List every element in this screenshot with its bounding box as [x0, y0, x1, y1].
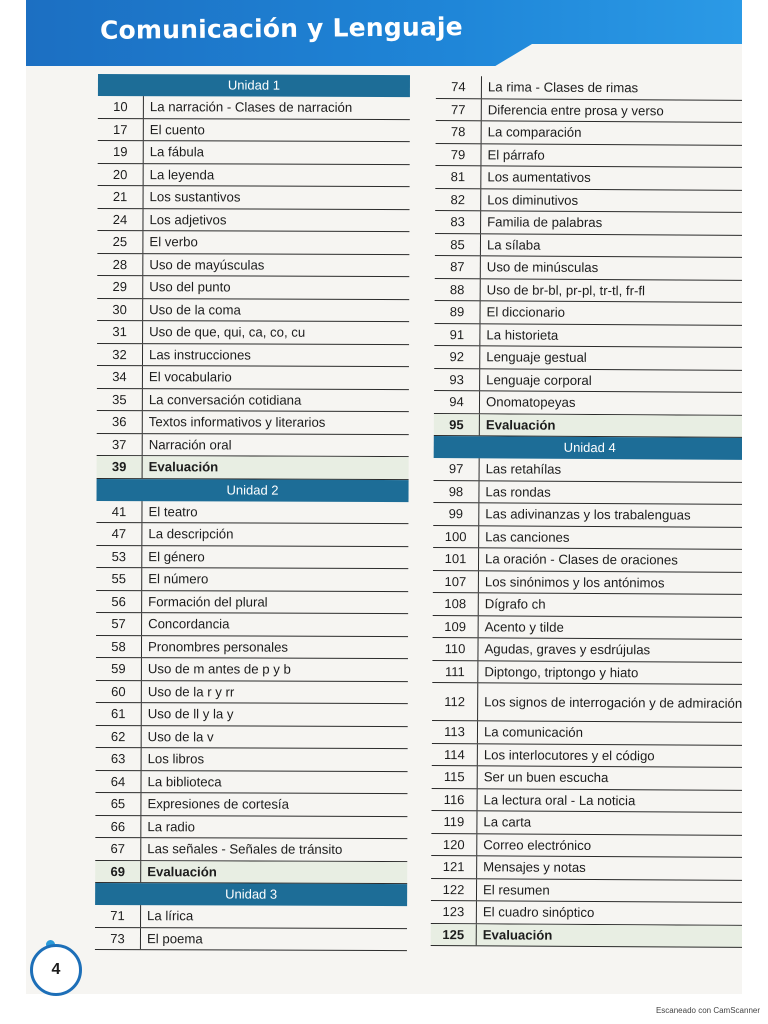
- topic-title: Los aumentativos: [487, 169, 591, 186]
- contents-row: [433, 480, 742, 504]
- page-ref-number: 94: [434, 391, 480, 413]
- topic-title: Las rondas: [485, 484, 551, 500]
- page-ref-number: 125: [431, 923, 477, 945]
- page-ref-number: 116: [432, 788, 478, 810]
- page-ref-number: 88: [435, 278, 481, 300]
- contents-row: [96, 725, 408, 749]
- topic-title: Los adjetivos: [149, 211, 227, 228]
- page-ref-number: 24: [97, 208, 143, 230]
- contents-row: [98, 118, 410, 142]
- topic-title: Correo electrónico: [483, 837, 592, 853]
- topic-title: La historieta: [486, 327, 559, 343]
- topic-title: La oración - Clases de oraciones: [485, 551, 678, 568]
- page-ref-number: 120: [431, 833, 477, 855]
- contents-row: [432, 721, 742, 745]
- contents-row: [434, 323, 742, 347]
- page-ref-number: 114: [432, 743, 478, 765]
- contents-row: [97, 321, 409, 345]
- page-ref-number: 36: [97, 411, 143, 433]
- contents-row: [97, 343, 409, 367]
- page-ref-number: 69: [95, 860, 141, 882]
- page-ref-number: 10: [98, 96, 144, 118]
- topic-title: Dígrafo ch: [484, 596, 546, 612]
- topic-title: El párrafo: [487, 147, 545, 163]
- contents-row: [96, 680, 408, 704]
- contents-row: [434, 458, 742, 482]
- contents-row: [96, 748, 408, 772]
- page-ref-number: 112: [432, 683, 478, 720]
- contents-row: [432, 660, 742, 684]
- page-ref-number: 39: [97, 456, 143, 478]
- page-ref-number: 31: [97, 321, 143, 343]
- page-ref-number: 83: [435, 211, 481, 233]
- contents-row: [435, 143, 742, 167]
- page-ref-number: 63: [96, 748, 142, 770]
- topic-title: El diccionario: [486, 304, 566, 321]
- contents-row: [96, 703, 408, 727]
- contents-row: [436, 98, 742, 122]
- contents-row: [96, 500, 408, 524]
- page-ref-number: 59: [96, 658, 142, 680]
- page-ref-number: 111: [432, 660, 478, 682]
- topic-title: Diptongo, triptongo y hiato: [484, 664, 639, 680]
- evaluation-row: [95, 860, 407, 884]
- topic-title: Evaluación: [147, 863, 217, 880]
- page-ref-number: 56: [96, 590, 142, 612]
- page-ref-number: 29: [97, 276, 143, 298]
- topic-title: Uso de la r y rr: [147, 683, 235, 700]
- contents-row: [431, 833, 742, 857]
- contents-row: [432, 683, 742, 723]
- contents-row: [433, 525, 742, 549]
- page-ref-number: 93: [434, 368, 480, 390]
- topic-title: Las adivinanzas y los trabalenguas: [485, 506, 691, 523]
- unit-header: Unidad 2: [97, 478, 409, 501]
- unit-header: Unidad 4: [434, 436, 742, 460]
- contents-row: [98, 141, 410, 165]
- contents-row: [95, 815, 407, 839]
- unit-header: Unidad 3: [95, 883, 407, 906]
- topic-title: Uso de ll y la y: [147, 706, 234, 722]
- contents-row: [96, 635, 408, 659]
- topic-title: Diferencia entre prosa y verso: [487, 102, 664, 119]
- contents-row: [435, 233, 742, 257]
- topic-title: Las instrucciones: [148, 346, 251, 363]
- page-ref-number: 65: [95, 793, 141, 815]
- contents-row: [436, 76, 742, 100]
- topic-title: Uso de la v: [147, 728, 214, 745]
- topic-title: El verbo: [149, 234, 198, 250]
- page-ref-number: 107: [433, 570, 479, 592]
- topic-title: La leyenda: [149, 166, 215, 183]
- contents-row: [97, 276, 409, 300]
- topic-title: La descripción: [148, 526, 234, 542]
- evaluation-row: [434, 413, 742, 437]
- topic-title: Expresiones de cortesía: [147, 796, 289, 812]
- topic-title: La comunicación: [483, 724, 584, 741]
- page-ref-number: 19: [98, 141, 144, 163]
- topic-title: Uso de br-bl, pr-pl, tr-tl, fr-fl: [486, 282, 646, 299]
- page-ref-number: 25: [97, 231, 143, 253]
- topic-title: Acento y tilde: [484, 619, 564, 635]
- page-ref-number: 64: [95, 770, 141, 792]
- contents-row: [96, 568, 408, 592]
- page-ref-number: 122: [431, 878, 477, 900]
- page-ref-number: 79: [435, 143, 481, 165]
- page-ref-number: 67: [95, 838, 141, 860]
- contents-row: [433, 593, 742, 617]
- topic-title: La biblioteca: [147, 773, 222, 790]
- topic-title: Concordancia: [148, 616, 230, 632]
- topic-title: El cuadro sinóptico: [482, 904, 595, 921]
- contents-row: [97, 253, 409, 277]
- contents-row: [95, 793, 407, 817]
- banner-notch: [492, 44, 742, 68]
- topic-title: El cuento: [149, 121, 205, 138]
- topic-title: La rima - Clases de rimas: [487, 79, 639, 96]
- contents-row: [96, 590, 408, 614]
- contents-row: [96, 613, 408, 637]
- contents-row: [435, 166, 742, 190]
- contents-column-left: [95, 74, 410, 951]
- page-ref-number: 87: [435, 256, 481, 278]
- page-ref-number: 30: [97, 298, 143, 320]
- contents-row: [95, 770, 407, 794]
- evaluation-row: [431, 923, 742, 947]
- topic-title: Uso de que, qui, ca, co, cu: [149, 324, 306, 340]
- contents-row: [95, 927, 407, 951]
- page-ref-number: 34: [97, 366, 143, 388]
- page-ref-number: 73: [95, 927, 141, 949]
- page-ref-number: 81: [435, 166, 481, 188]
- page-ref-number: 85: [435, 233, 481, 255]
- topic-title: El número: [148, 571, 209, 587]
- page-number: 4: [30, 944, 82, 996]
- topic-title: Evaluación: [148, 459, 219, 475]
- contents-column-right: [431, 76, 742, 948]
- page-ref-number: 82: [435, 188, 481, 210]
- page-ref-number: 55: [96, 568, 142, 590]
- page-ref-number: 66: [95, 815, 141, 837]
- contents-row: [433, 548, 742, 572]
- evaluation-row: [97, 456, 409, 480]
- page-ref-number: 91: [434, 323, 480, 345]
- topic-title: Mensajes y notas: [483, 859, 586, 876]
- contents-row: [432, 743, 742, 767]
- contents-row: [97, 366, 409, 390]
- contents-row: [98, 163, 410, 187]
- page-ref-number: 47: [96, 523, 142, 545]
- page-ref-number: 99: [433, 503, 479, 525]
- contents-row: [435, 256, 742, 280]
- contents-row: [97, 298, 409, 322]
- topic-title: El teatro: [148, 503, 198, 520]
- contents-row: [96, 523, 408, 547]
- topic-title: Los sustantivos: [149, 189, 241, 205]
- contents-row: [435, 278, 742, 302]
- contents-row: [98, 186, 410, 210]
- contents-row: [97, 388, 409, 412]
- topic-title: El vocabulario: [148, 369, 232, 385]
- page-ref-number: 101: [433, 548, 479, 570]
- topic-title: El poema: [146, 930, 203, 947]
- contents-row: [433, 570, 742, 594]
- page-ref-number: 119: [431, 811, 477, 833]
- contents-row: [95, 905, 407, 929]
- topic-title: Uso del punto: [149, 279, 231, 295]
- topic-title: Uso de m antes de p y b: [147, 661, 291, 677]
- contents-row: [434, 346, 742, 370]
- topic-title: Las señales - Señales de tránsito: [147, 841, 343, 858]
- topic-title: Los interlocutores y el código: [483, 747, 655, 764]
- topic-title: Uso de la coma: [149, 301, 241, 318]
- page-ref-number: 17: [98, 118, 144, 140]
- page-ref-number: 110: [432, 638, 478, 660]
- contents-row: [434, 301, 742, 325]
- contents-row: [435, 211, 742, 235]
- scanner-note: Escaneado con CamScanner: [655, 1006, 760, 1015]
- topic-title: Los libros: [147, 751, 205, 767]
- contents-row: [96, 545, 408, 569]
- page-ref-number: 37: [97, 433, 143, 455]
- page-ref-number: 28: [97, 253, 143, 275]
- contents-row: [432, 766, 742, 790]
- topic-title: La carta: [483, 814, 532, 830]
- unit-header: Unidad 1: [98, 74, 410, 97]
- page-ref-number: 60: [96, 680, 142, 702]
- contents-row: [431, 811, 742, 835]
- topic-title: Pronombres personales: [147, 638, 289, 655]
- topic-title: Los diminutivos: [487, 192, 579, 208]
- page-title: Comunicación y Lenguaje: [99, 12, 464, 45]
- topic-title: La sílaba: [486, 237, 541, 253]
- contents-row: [431, 901, 742, 925]
- topic-title: El género: [148, 548, 205, 565]
- topic-title: Los sinónimos y los antónimos: [484, 574, 665, 591]
- page-ref-number: 53: [96, 545, 142, 567]
- topic-title: Las retahílas: [485, 461, 562, 478]
- topic-title: Ser un buen escucha: [483, 769, 609, 786]
- page-ref-number: 20: [98, 163, 144, 185]
- contents-row: [98, 96, 410, 120]
- topic-title: La conversación cotidiana: [148, 391, 302, 408]
- topic-title: La radio: [147, 818, 196, 835]
- page-ref-number: 92: [434, 346, 480, 368]
- topic-title: La lectura oral - La noticia: [483, 792, 636, 808]
- page-ref-number: 100: [433, 525, 479, 547]
- page-ref-number: 98: [433, 480, 479, 502]
- contents-row: [433, 615, 742, 639]
- topic-title: Los signos de interrogación y de admiración: [484, 694, 742, 711]
- page-ref-number: 123: [431, 901, 477, 923]
- topic-title: Evaluación: [485, 417, 556, 433]
- topic-title: Evaluación: [482, 927, 553, 943]
- page-ref-number: 77: [436, 98, 482, 120]
- topic-title: El resumen: [482, 882, 550, 898]
- page-ref-number: 121: [431, 856, 477, 878]
- contents-row: [434, 368, 742, 392]
- page-ref-number: 41: [96, 500, 142, 522]
- page-ref-number: 32: [97, 343, 143, 365]
- topic-title: La fábula: [149, 144, 205, 160]
- topic-title: Agudas, graves y esdrújulas: [484, 641, 651, 658]
- topic-title: Textos informativos y literarios: [148, 414, 326, 431]
- contents-row: [436, 121, 742, 145]
- book-page: [26, 0, 742, 994]
- topic-title: Uso de minúsculas: [486, 259, 599, 276]
- page-ref-number: 115: [432, 766, 478, 788]
- page-ref-number: 74: [436, 76, 482, 98]
- page-ref-number: 97: [434, 458, 480, 480]
- topic-title: Narración oral: [148, 436, 232, 453]
- topic-title: La narración - Clases de narración: [149, 99, 353, 116]
- contents-row: [97, 208, 409, 232]
- topic-title: Lenguaje corporal: [486, 372, 592, 388]
- page-ref-number: 61: [96, 703, 142, 725]
- page-ref-number: 71: [95, 905, 141, 927]
- topic-title: Las canciones: [485, 529, 570, 545]
- page-ref-number: 57: [96, 613, 142, 635]
- topic-title: Familia de palabras: [487, 214, 603, 231]
- contents-row: [431, 856, 742, 880]
- topic-title: Uso de mayúsculas: [149, 256, 265, 273]
- topic-title: La lírica: [147, 908, 194, 924]
- contents-row: [432, 788, 742, 812]
- contents-row: [431, 878, 742, 902]
- page-ref-number: 89: [434, 301, 480, 323]
- page-ref-number: 95: [434, 413, 480, 435]
- contents-row: [95, 838, 407, 862]
- topic-title: Formación del plural: [148, 593, 268, 610]
- page-ref-number: 113: [432, 721, 478, 743]
- page-ref-number: 62: [96, 725, 142, 747]
- topic-title: Lenguaje gestual: [486, 349, 587, 366]
- page-ref-number: 35: [97, 388, 143, 410]
- contents-row: [432, 638, 742, 662]
- page-ref-number: 58: [96, 635, 142, 657]
- page-ref-number: 21: [98, 186, 144, 208]
- page-ref-number: 78: [436, 121, 482, 143]
- contents-row: [433, 503, 742, 527]
- page-ref-number: 108: [433, 593, 479, 615]
- topic-title: Onomatopeyas: [485, 394, 576, 411]
- contents-row: [96, 658, 408, 682]
- contents-row: [97, 231, 409, 255]
- contents-row: [434, 391, 742, 415]
- contents-row: [97, 411, 409, 435]
- topic-title: La comparación: [487, 124, 582, 141]
- page-ref-number: 109: [433, 615, 479, 637]
- title-banner: [26, 0, 742, 66]
- contents-row: [435, 188, 742, 212]
- contents-row: [97, 433, 409, 457]
